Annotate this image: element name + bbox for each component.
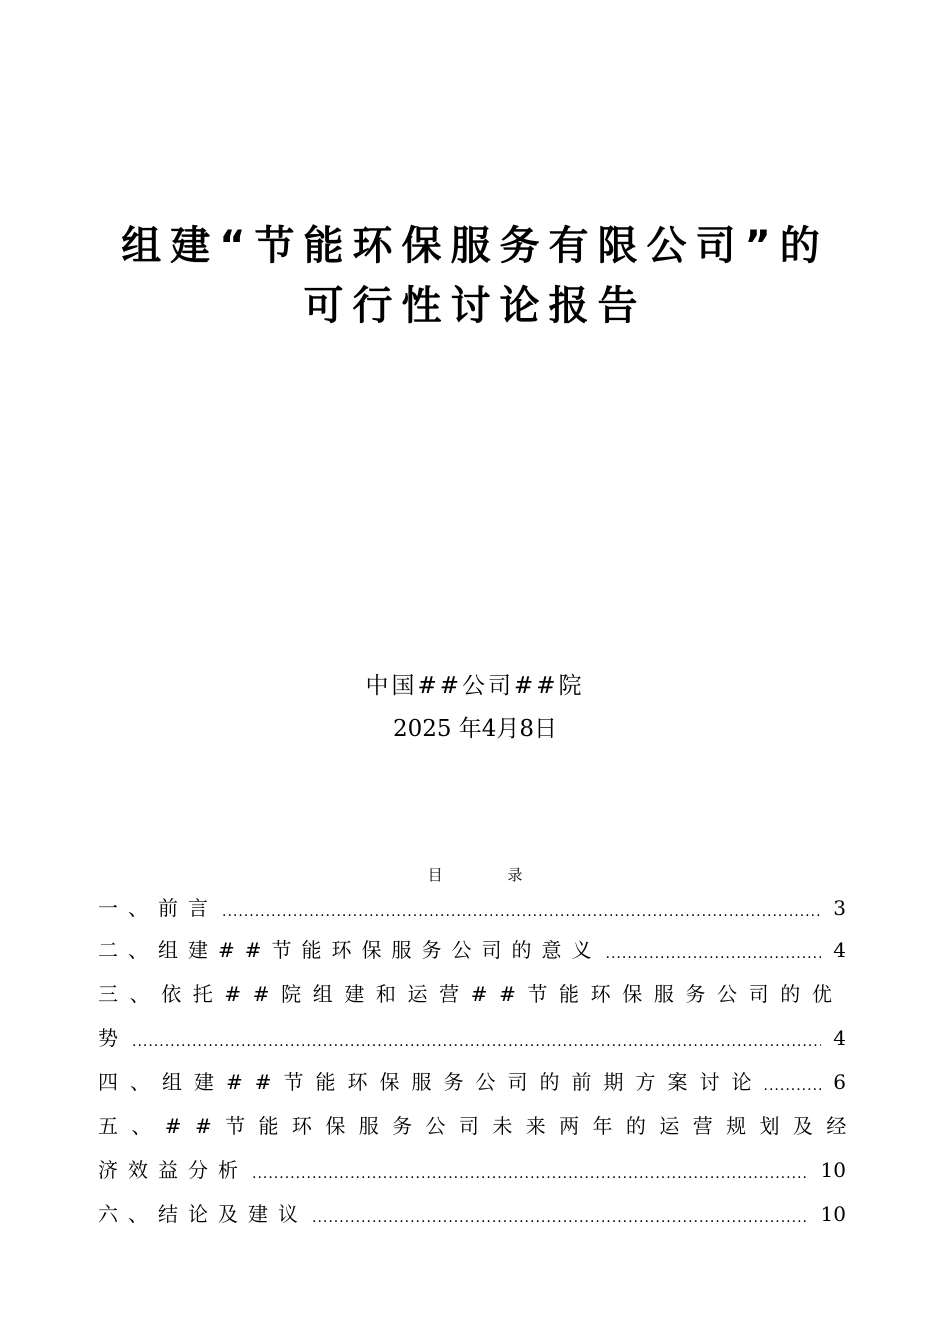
organization-name: 中国##公司##院 [365, 673, 585, 699]
toc-page-number: 4 [833, 1026, 846, 1050]
toc-entry-5-line-1[interactable] [98, 1111, 860, 1141]
toc-entry-label-continued: 势 [98, 1026, 128, 1050]
toc-entry-3-line-2[interactable] [98, 1023, 846, 1053]
toc-entry-3-line-1[interactable] [98, 979, 846, 1009]
report-date: 2025 年4月8日 [392, 716, 558, 742]
toc-entry-4[interactable] [98, 1067, 846, 1097]
toc-page-number: 3 [833, 896, 846, 920]
toc-entry-label: 四、组建##节能环保服务公司的前期方案讨论 [98, 1070, 764, 1094]
toc-page-number: 10 [820, 1158, 846, 1182]
toc-leader-dots [606, 943, 822, 965]
toc-entry-label: 五、##节能环保服务公司未来两年的运营规划及经 [98, 1114, 860, 1138]
toc-leader-dots [222, 901, 821, 923]
toc-page-number: 10 [820, 1202, 846, 1226]
toc-entry-2[interactable] [98, 935, 846, 965]
toc-page-number: 6 [833, 1070, 846, 1094]
toc-entry-label: 一、前言 [98, 896, 218, 920]
toc-entry-1[interactable] [98, 893, 846, 923]
toc-entry-label: 二、组建##节能环保服务公司的意义 [98, 938, 602, 962]
toc-entry-label: 六、结论及建议 [98, 1202, 308, 1226]
toc-heading: 目 录 [427, 866, 523, 884]
toc-page-number: 4 [833, 938, 846, 962]
toc-leader-dots [252, 1163, 809, 1185]
toc-entry-label: 三、依托##院组建和运营##节能环保服务公司的优 [98, 982, 844, 1006]
toc-leader-dots [312, 1207, 809, 1229]
toc-leader-dots [132, 1031, 821, 1053]
document-title-line-2: 可行性讨论报告 [303, 283, 647, 329]
toc-entry-6[interactable] [98, 1199, 846, 1229]
toc-entry-5-line-2[interactable] [98, 1155, 846, 1185]
toc-leader-dots [764, 1075, 822, 1097]
toc-entry-label-continued: 济效益分析 [98, 1158, 248, 1182]
document-title-line-1: 组建“节能环保服务有限公司”的 [121, 223, 829, 269]
